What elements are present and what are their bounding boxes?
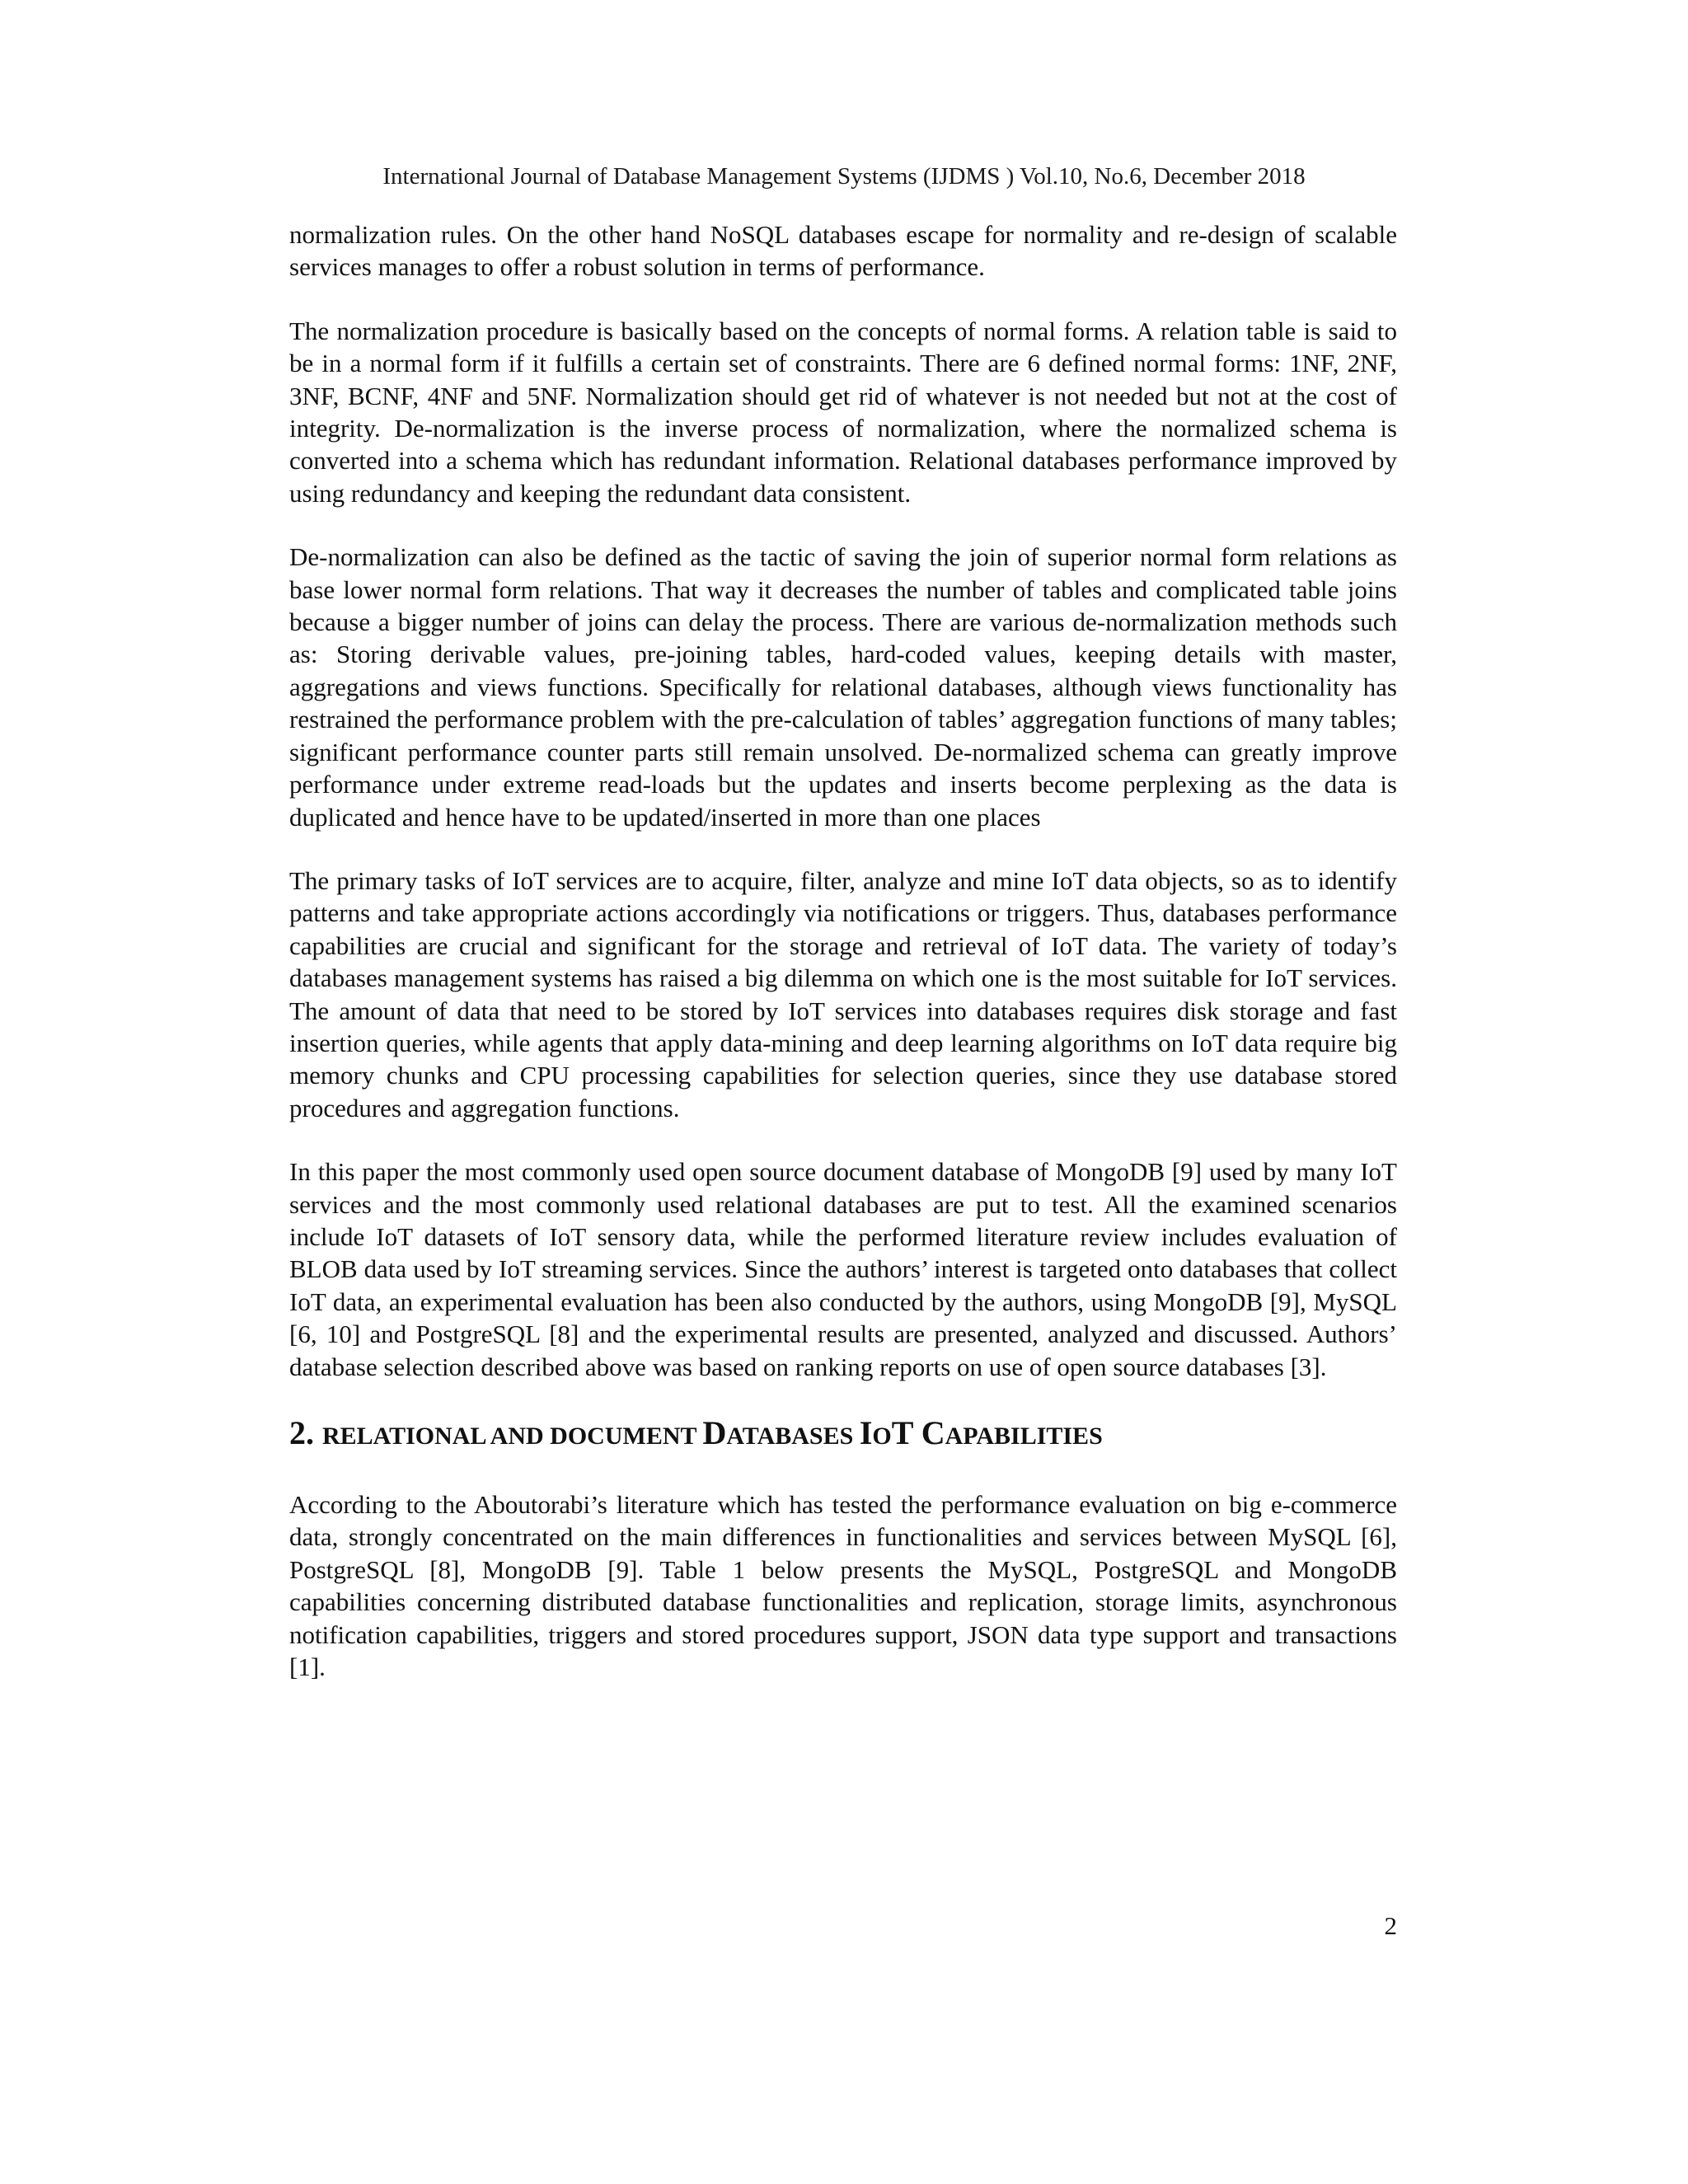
section-number: 2. (289, 1414, 314, 1451)
section-title-part: O (872, 1422, 892, 1450)
paragraph-iot-services: The primary tasks of IoT services are to acquire, filter, analyze and mine IoT data objects, so as to identify patterns and take appropriate actions accordingly via notifications or triggers. Thus, databases performance capabilities are crucial and significant for the storage and retrieval of IoT data. The variety of today’s databases management systems has raised a big dilemma on which one is the most suitable for IoT services. The amount of data that need to be stored by IoT services into databases requires disk storage and fast insertion queries, while agents that apply data-mining and deep learning algorithms on IoT data require big memory chunks and CPU processing capabilities for selection queries, since they use database stored procedures and aggregation functions. (289, 865, 1397, 1122)
section-title-part: T C (891, 1414, 945, 1451)
section-title-part: D (702, 1414, 727, 1451)
paragraph-denormalization: De-normalization can also be defined as the tactic of saving the join of superior normal form relations as base lower normal form relations. That way it decreases the number of tables and complicated table joins because a bigger number of joins can delay the process. There are various de-normalization methods such as: Storing derivable values, pre-joining tables, hard-coded values, keeping details with master, aggregations and views functions. Specifically for relational databases, although views functionality has restrained the performance problem with the pre-calculation of tables’ aggregation functions of many tables; significant performance counter parts still remain unsolved. De-normalized schema can greatly improve performance under extreme read-loads but the updates and inserts become perplexing as the data is duplicated and hence have to be updated/inserted in more than one places (289, 542, 1397, 832)
section-heading (289, 1414, 1397, 1455)
page-number: 2 (1384, 1911, 1397, 1940)
paragraph-continuation: normalization rules. On the other hand NoSQL databases escape for normality and re-design of scalable services manages to offer a robust solution in terms of performance. (289, 220, 1397, 282)
section-title-part: ATABASES (726, 1422, 860, 1450)
paragraph-normalization: The normalization procedure is basically based on the concepts of normal forms. A relation table is said to be in a normal form if it fulfills a certain set of constraints. There are 6 defined normal forms: 1NF, 2NF, 3NF, BCNF, 4NF and 5NF. Normalization should get rid of whatever is not needed but not at the cost of integrity. De-normalization is the inverse process of normalization, where the normalized schema is converted into a schema which has redundant information. Relational databases performance improved by using redundancy and keeping the redundant data consistent. (289, 316, 1397, 508)
section-title (322, 1414, 1103, 1451)
paragraph-section-2: According to the Aboutorabi’s literature which has tested the performance evaluation on big e-commerce data, strongly concentrated on the main differences in functionalities and services between MySQL [6], PostgreSQL [8], MongoDB [9]. Table 1 below presents the MySQL, PostgreSQL and MongoDB capabilities concerning distributed database functionalities and replication, storage limits, asynchronous notification capabilities, triggers and stored procedures support, JSON data type support and transactions [1]. (289, 1490, 1397, 1682)
body-text (289, 218, 1397, 1714)
paragraph-this-paper: In this paper the most commonly used open source document database of MongoDB [9] used by many IoT services and the most commonly used relational databases are put to test. All the examined scenarios include IoT datasets of IoT sensory data, while the performed literature review includes evaluation of BLOB data used by IoT streaming services. Since the authors’ interest is targeted onto databases that collect IoT data, an experimental evaluation has been also conducted by the authors, using MongoDB [9], MySQL [6, 10] and PostgreSQL [8] and the experimental results are presented, analyzed and discussed. Authors’ database selection described above was based on ranking reports on use of open source databases [3]. (289, 1157, 1397, 1381)
section-title-part: I (859, 1414, 873, 1451)
section-title-part: APABILITIES (945, 1422, 1103, 1450)
running-header: International Journal of Database Management Systems (IJDMS ) Vol.10, No.6, December 2018 (382, 163, 1306, 190)
section-title-part: RELATIONAL AND DOCUMENT (322, 1422, 703, 1450)
